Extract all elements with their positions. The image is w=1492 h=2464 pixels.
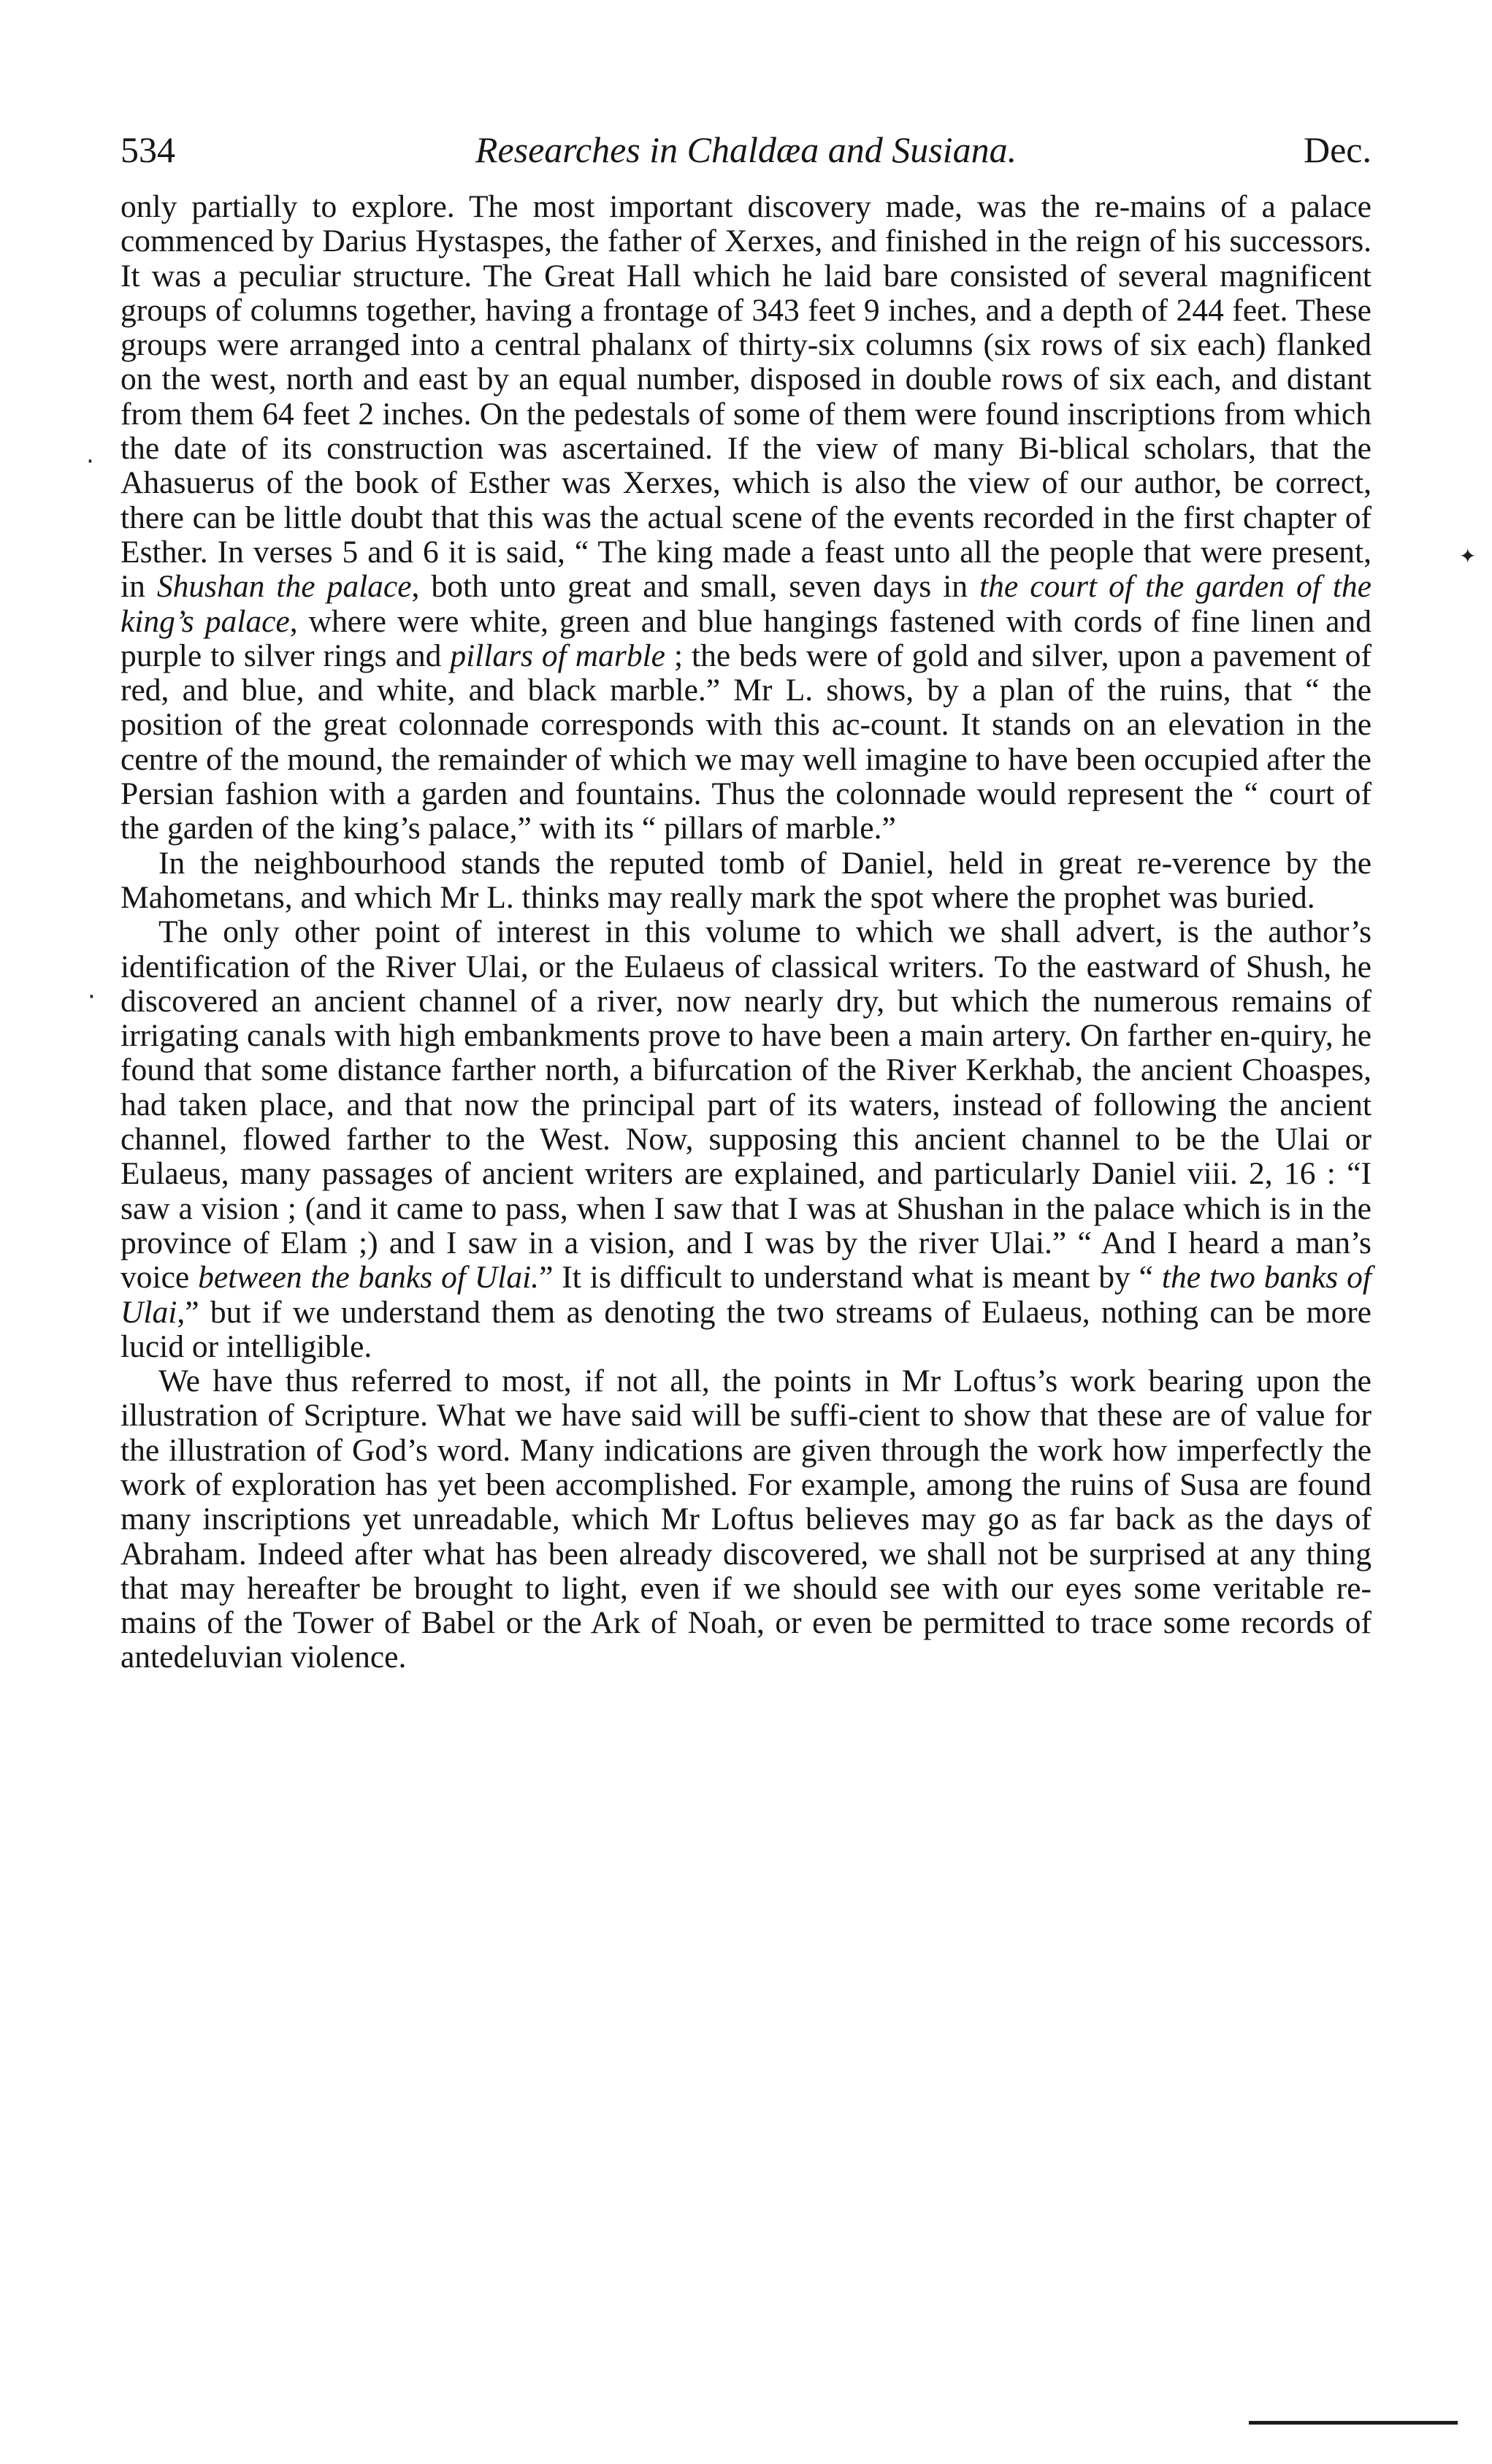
- running-head: [120, 117, 1372, 183]
- paragraph-2: [120, 846, 1372, 916]
- italic-segment: Shushan the palace: [156, 569, 412, 605]
- margin-dot-mark: ·: [88, 982, 96, 1011]
- text-segment: The only other point of interest in this volume to which we shall advert, is the author’s identification of the River Ulai, or the Eulaeus of classical writers. To the eastward of Shush, he discovered an ancient channel of a river, now nearly dry, but which the numerous remains of irrigating canals with high embankments prove to have been a main artery. On farther en-quiry, he found that some distance farther north, a bifurcation of the River Kerkhab, the ancient Choaspes, had taken place, and that now the principal part of its waters, instead of following the ancient channel, flowed farther to the West. Now, supposing this ancient channel to be the Ulai or Eulaeus, many passages of ancient writers are explained, and particularly Daniel viii. 2, 16 : “I saw a vision ; (and it came to pass, when I saw that I was at Shushan in the palace which is in the province of Elam ;) and I saw in a vision, and I was by the river Ulai.” “ And I heard a man’s voice: [120, 914, 1372, 1296]
- text-segment: ,” but if we understand them as denoting the two streams of Eulaeus, nothing can be more lucid or intelligible.: [120, 1294, 1372, 1364]
- italic-segment: pillars of marble: [450, 638, 665, 673]
- paragraph-3: [120, 915, 1372, 1364]
- bottom-rule: [1249, 2421, 1458, 2425]
- text-segment: ” It is difficult to understand what is meant by “: [539, 1260, 1162, 1296]
- margin-asterisk-mark: ✦: [1459, 544, 1477, 568]
- text-segment: ; the beds were of gold and silver, upon a pavement of red, and blue, and white, and black marble.” Mr L. shows, by a plan of the ruins, that “ the position of the great colonnade corresponds with this ac-count. It stands on an elevation in the centre of the mound, the remainder of which we may well imagine to have been occupied after the Persian fashion with a garden and fountains. Thus the colonnade would represent the “ court of the garden of the king’s palace,” with its “ pillars of marble.”: [120, 638, 1372, 846]
- page-number: 534: [120, 129, 175, 170]
- text-segment: We have thus referred to most, if not all, the points in Mr Loftus’s work bearing upon the illustration of Scripture. What we have said will be suffi-cient to show that these are of value for the illustration of God’s word. Many indications are given through the work how imperfectly the work of exploration has yet been accomplished. For example, among the ruins of Susa are found many inscriptions yet unreadable, which Mr Loftus believes may go as far back as the days of Abraham. Indeed after what has been already discovered, we shall not be surprised at any thing that may hereafter be brought to light, even if we should see with our eyes some veritable re-mains of the Tower of Babel or the Ark of Noah, or even be permitted to trace some records of antedeluvian violence.: [120, 1363, 1372, 1675]
- running-title: Researches in Chaldæa and Susiana.: [475, 129, 1017, 170]
- running-month: Dec.: [1304, 129, 1372, 170]
- body-text: [120, 190, 1372, 1675]
- italic-segment: the court of the garden of the king’s palace: [120, 569, 1372, 639]
- paragraph-4: [120, 1364, 1372, 1675]
- italic-segment: the two banks of Ulai: [120, 1260, 1372, 1330]
- text-segment: In the neighbourhood stands the reputed tomb of Daniel, held in great re-verence by the Mahometans, and which Mr L. thinks may really mark the spot where the prophet was buried.: [120, 845, 1372, 915]
- text-segment: only partially to explore. The most important discovery made, was the re-mains of a palace commenced by Darius Hystaspes, the father of Xerxes, and finished in the reign of his successors. It was a peculiar structure. The Great Hall which he laid bare consisted of several magnificent groups of columns together, having a frontage of 343 feet 9 inches, and a depth of 244 feet. These groups were arranged into a central phalanx of thirty-six columns (six rows of six each) flanked on the west, north and east by an equal number, disposed in double rows of six each, and distant from them 64 feet 2 inches. On the pedestals of some of them were found inscriptions from which the date of its construction was ascertained. If the view of many Bi-blical scholars, that the Ahasuerus of the book of Esther was Xerxes, which is also the view of our author, be correct, there can be little doubt that this was the actual scene of the events recorded in the first chapter of Esther. In verses 5 and 6 it is said, “ The king made a feast unto all the people that were present, in: [120, 189, 1372, 605]
- text-segment: , where were white, green and blue hangings fastened with cords of fine linen and purple to silver rings and: [120, 603, 1372, 673]
- margin-dot-mark: ·: [86, 447, 94, 476]
- italic-segment: between the banks of Ulai.: [198, 1260, 540, 1296]
- text-segment: , both unto great and small, seven days in: [411, 569, 980, 605]
- paragraph-1: [120, 190, 1372, 846]
